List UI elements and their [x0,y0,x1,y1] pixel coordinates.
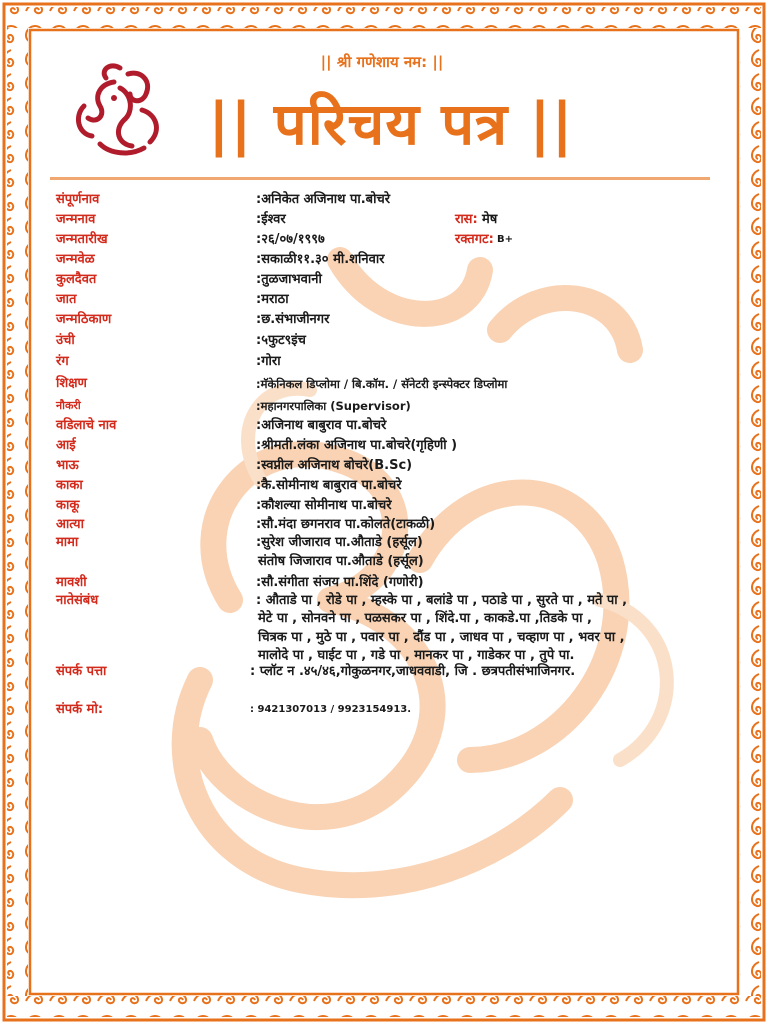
label-phone: संपर्क मो: [56,702,104,717]
header-divider [50,177,710,180]
value-rashi: मेष [482,212,498,227]
label-birth-name: जन्मनाव [56,212,96,227]
row-maternal-uncle [0,533,768,553]
label-complexion: रंग [56,354,69,369]
row-brother [0,456,768,476]
value-caste: :मराठा [256,292,289,307]
value-uncle: :कै.सोमीनाथ बाबुराव पा.बोचरे [256,478,402,493]
invocation-text: || श्री गणेशाय नम: || [320,53,444,71]
ganesha-icon [70,60,170,160]
label-brother: भाऊ [56,458,79,473]
row-uncle [0,476,768,496]
row-complexion [0,352,768,372]
value-aunt: :कौशल्या सोमीनाथ पा.बोचरे [256,498,392,513]
label-maternal-aunt: मावशी [56,575,87,590]
row-relatives [0,591,768,611]
value-birth-place: :छ.संभाजीनगर [256,312,330,327]
value-complexion: :गोरा [256,354,281,369]
value-address: : प्लॉट न .४५/४६,गोकुळनगर,जाधववाडी, जि . छत्रपतीसंभाजिनगर. [250,664,576,679]
row-phone [0,700,768,720]
row-birth-date [0,230,768,250]
row-mother [0,436,768,456]
row-father [0,416,768,436]
row-maternal-aunt [0,573,768,593]
row-kuldaivat [0,270,768,290]
value-maternal-aunt: :सौ.संगीता संजय पा.शिंदे (गणोरी) [256,575,424,590]
value-father: :अजिनाथ बाबुराव पा.बोचरे [256,418,387,433]
value-full-name: :अनिकेत अजिनाथ पा.बोचरे [256,192,391,207]
relatives-line-1: : औताडे पा , रोडे पा , म्हस्के पा , बलांडे पा , पठाडे पा , सुरते पा , मते पा , [256,593,628,608]
label-address: संपर्क पत्ता [56,664,107,679]
label-full-name: संपूर्णनाव [56,192,100,207]
value-blood-group: B+ [497,234,514,245]
label-job: नौकरी [56,399,81,412]
value-maternal-uncle-2: संतोष जिजाराव पा.औताडे (हर्सूल) [258,554,424,569]
label-aunt: काकू [56,498,80,513]
value-maternal-uncle: :सुरेश जीजाराव पा.औताडे (हर्सूल) [256,535,423,550]
label-maternal-uncle: मामा [56,535,79,550]
value-height: :५फुट९इंच [256,333,306,348]
relatives-line-2: मेटे पा , सोनवने पा , पळसकर पा , शिंदे.पा , काकडे.पा ,तिडके पा , [258,611,592,626]
row-address [0,662,768,682]
label-paternal-aunt: आत्या [56,517,84,532]
label-mother: आई [56,438,76,453]
relatives-line-3: चित्रक पा , मुठे पा , पवार पा , दौंड पा , जाधव पा , चव्हाण पा , भवर पा , [258,630,625,645]
label-birth-place: जन्मठिकाण [56,312,112,327]
relatives-line-4: मालोदे पा , घाईट पा , गडे पा , मानकर पा , गाडेकर पा , तुपे पा. [258,648,575,663]
label-kuldaivat: कुलदैवत [56,272,97,287]
value-job: :महानगरपालिका (Supervisor) [256,399,411,413]
label-father: वडिलाचे नाव [56,418,117,433]
label-height: उंची [56,333,75,348]
row-job [0,396,768,416]
row-birth-place [0,310,768,330]
label-uncle: काका [56,478,83,493]
value-paternal-aunt: :सौ.मंदा छगनराव पा.कोलते(टाकळी) [256,517,436,532]
label-blood-group: रक्तगट: [455,232,494,247]
value-birth-name: :ईश्वर [256,212,286,227]
label-education: शिक्षण [56,376,87,391]
label-caste: जात [56,292,77,307]
row-aunt [0,496,768,516]
row-birth-name [0,210,768,230]
value-phone: : 9421307013 / 9923154913. [250,704,412,715]
value-birth-time: :सकाळी११.३० मी.शनिवार [256,252,385,267]
value-brother: :स्वप्नील अजिनाथ बोचरे(B.Sc) [256,458,413,473]
row-full-name [0,190,768,210]
value-birth-date: :२६/०७/१९९७ [256,232,325,247]
label-birth-date: जन्मतारीख [56,232,108,247]
label-birth-time: जन्मवेळ [56,252,95,267]
page-title: || परिचय पत्र || [208,90,574,158]
row-caste [0,290,768,310]
value-kuldaivat: :तुळजाभवानी [256,272,322,287]
row-birth-time [0,250,768,270]
row-paternal-aunt [0,515,768,535]
row-height [0,331,768,351]
row-education [0,374,768,394]
label-relatives: नातेसंबंध [56,593,99,608]
value-mother: :श्रीमती.लंका अजिनाथ पा.बोचरे(गृहिणी ) [256,438,458,453]
label-rashi: रास: [455,212,478,227]
value-education: :मॅकेनिकल डिप्लोमा / बि.कॉम. / सॅनेटरी इन्स्पेक्टर डिप्लोमा [256,377,508,391]
